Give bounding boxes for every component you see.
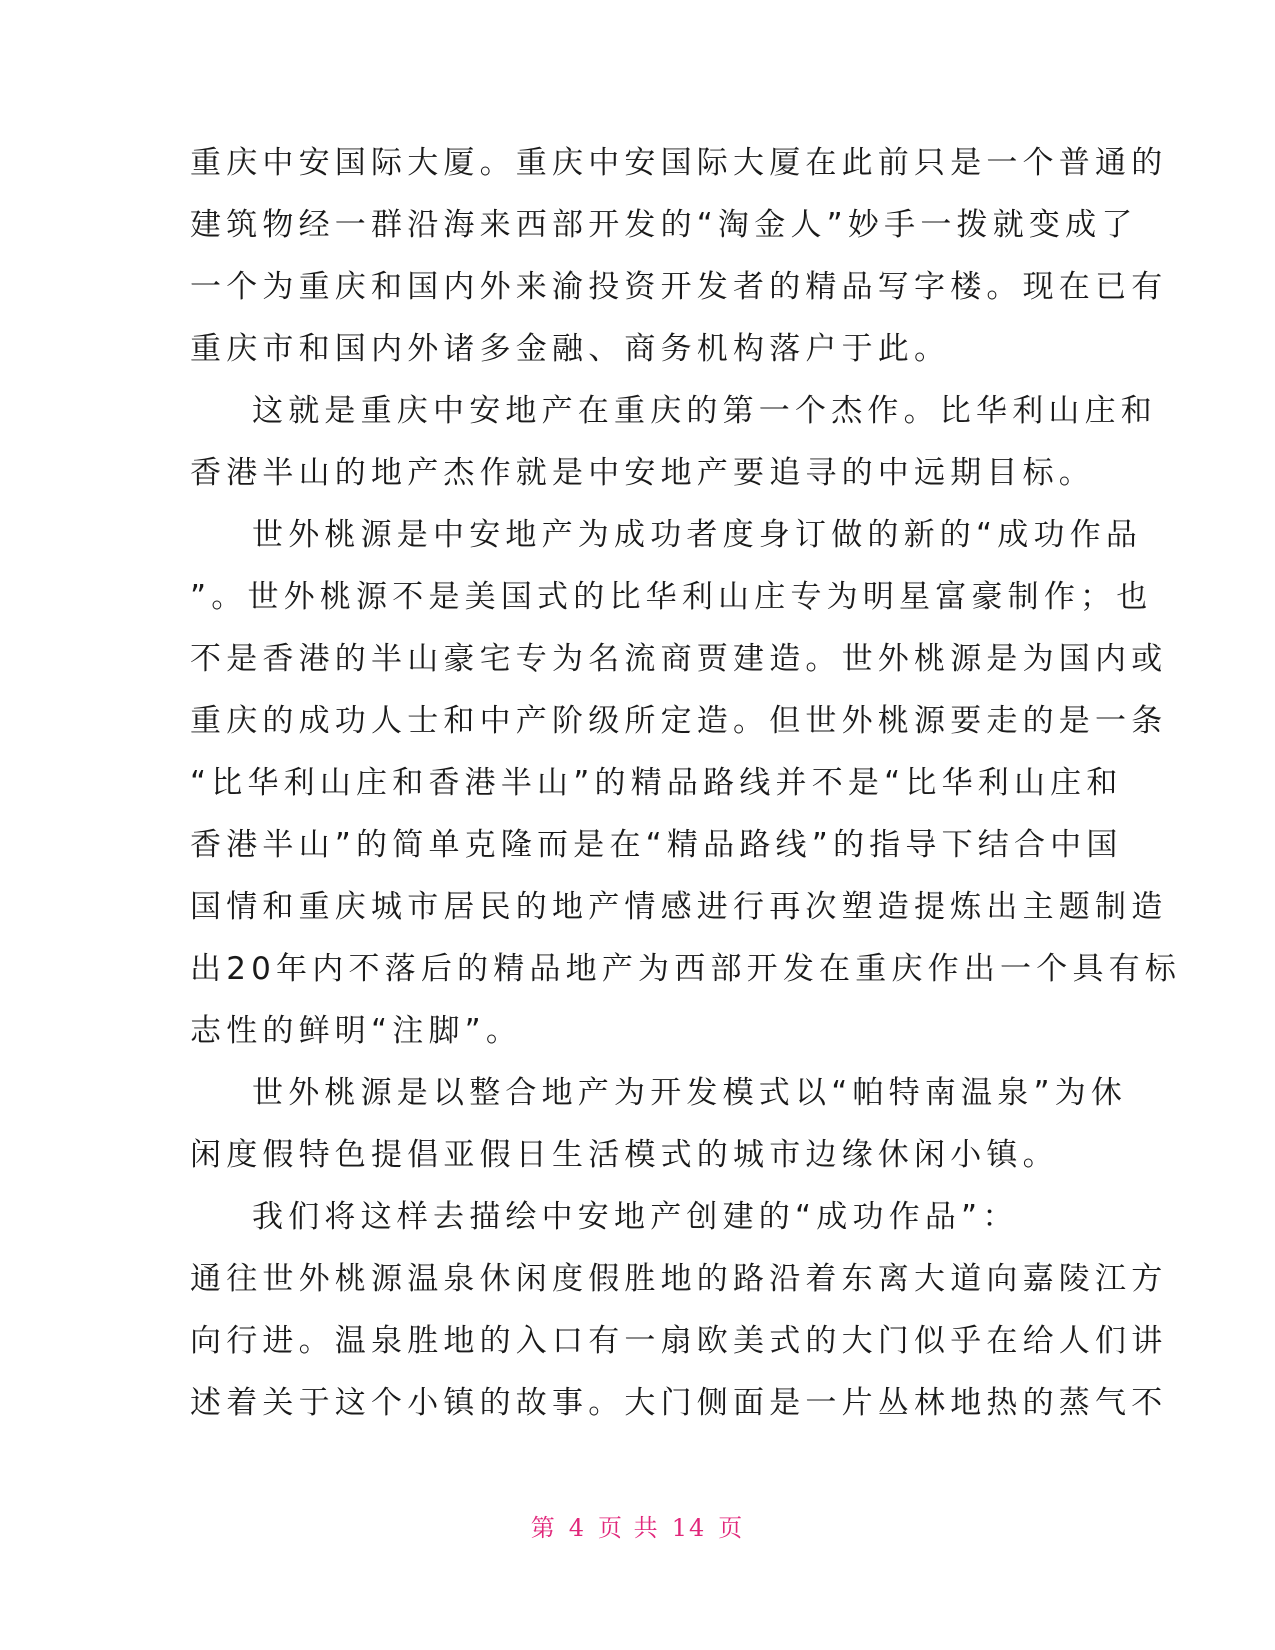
text-line: 志性的鲜明“注脚”。 xyxy=(190,1013,523,1049)
text-line: “比华利山庄和香港半山”的精品路线并不是“比华利山庄和 xyxy=(190,765,1123,801)
text-line: 重庆的成功人士和中产阶级所定造。但世外桃源要走的是一条 xyxy=(190,703,1168,739)
text-line: 建筑物经一群沿海来西部开发的“淘金人”妙手一拨就变成了 xyxy=(190,207,1138,243)
footer-page-number: 4 xyxy=(568,1514,587,1542)
text-line: 这就是重庆中安地产在重庆的第一个杰作。比华利山庄和 xyxy=(252,393,1157,429)
text-line: 一个为重庆和国内外来渝投资开发者的精品写字楼。现在已有 xyxy=(190,269,1168,305)
footer-prefix: 第 xyxy=(530,1514,557,1542)
text-line: 不是香港的半山豪宅专为名流商贾建造。世外桃源是为国内或 xyxy=(190,641,1168,677)
footer-middle: 页 共 xyxy=(598,1514,660,1542)
text-line: 国情和重庆城市居民的地产情感进行再次塑造提炼出主题制造 xyxy=(190,889,1168,925)
text-line: 述着关于这个小镇的故事。大门侧面是一片丛林地热的蒸气不 xyxy=(190,1385,1168,1421)
text-line: 重庆中安国际大厦。重庆中安国际大厦在此前只是一个普通的 xyxy=(190,145,1168,181)
footer-suffix: 页 xyxy=(718,1514,745,1542)
footer-total-pages: 14 xyxy=(671,1514,707,1542)
text-line: 世外桃源是中安地产为成功者度身订做的新的“成功作品 xyxy=(252,517,1143,553)
text-line: 通往世外桃源温泉休闲度假胜地的路沿着东离大道向嘉陵江方 xyxy=(190,1261,1168,1297)
text-line: 闲度假特色提倡亚假日生活模式的城市边缘休闲小镇。 xyxy=(190,1137,1059,1173)
text-line: 重庆市和国内外诸多金融、商务机构落户于此。 xyxy=(190,331,951,367)
text-line: ”。世外桃源不是美国式的比华利山庄专为明星富豪制作；也 xyxy=(190,579,1153,615)
text-line: 向行进。温泉胜地的入口有一扇欧美式的大门似乎在给人们讲 xyxy=(190,1323,1168,1359)
text-line: 香港半山”的简单克隆而是在“精品路线”的指导下结合中国 xyxy=(190,827,1123,863)
text-line: 世外桃源是以整合地产为开发模式以“帕特南温泉”为休 xyxy=(252,1075,1128,1111)
text-line: 香港半山的地产杰作就是中安地产要追寻的中远期目标。 xyxy=(190,455,1095,491)
page-footer xyxy=(0,1508,1275,1543)
text-line: 出20年内不落后的精品地产为西部开发在重庆作出一个具有标 xyxy=(190,951,1182,987)
text-line: 我们将这样去描绘中安地产创建的“成功作品”： xyxy=(252,1199,1019,1235)
